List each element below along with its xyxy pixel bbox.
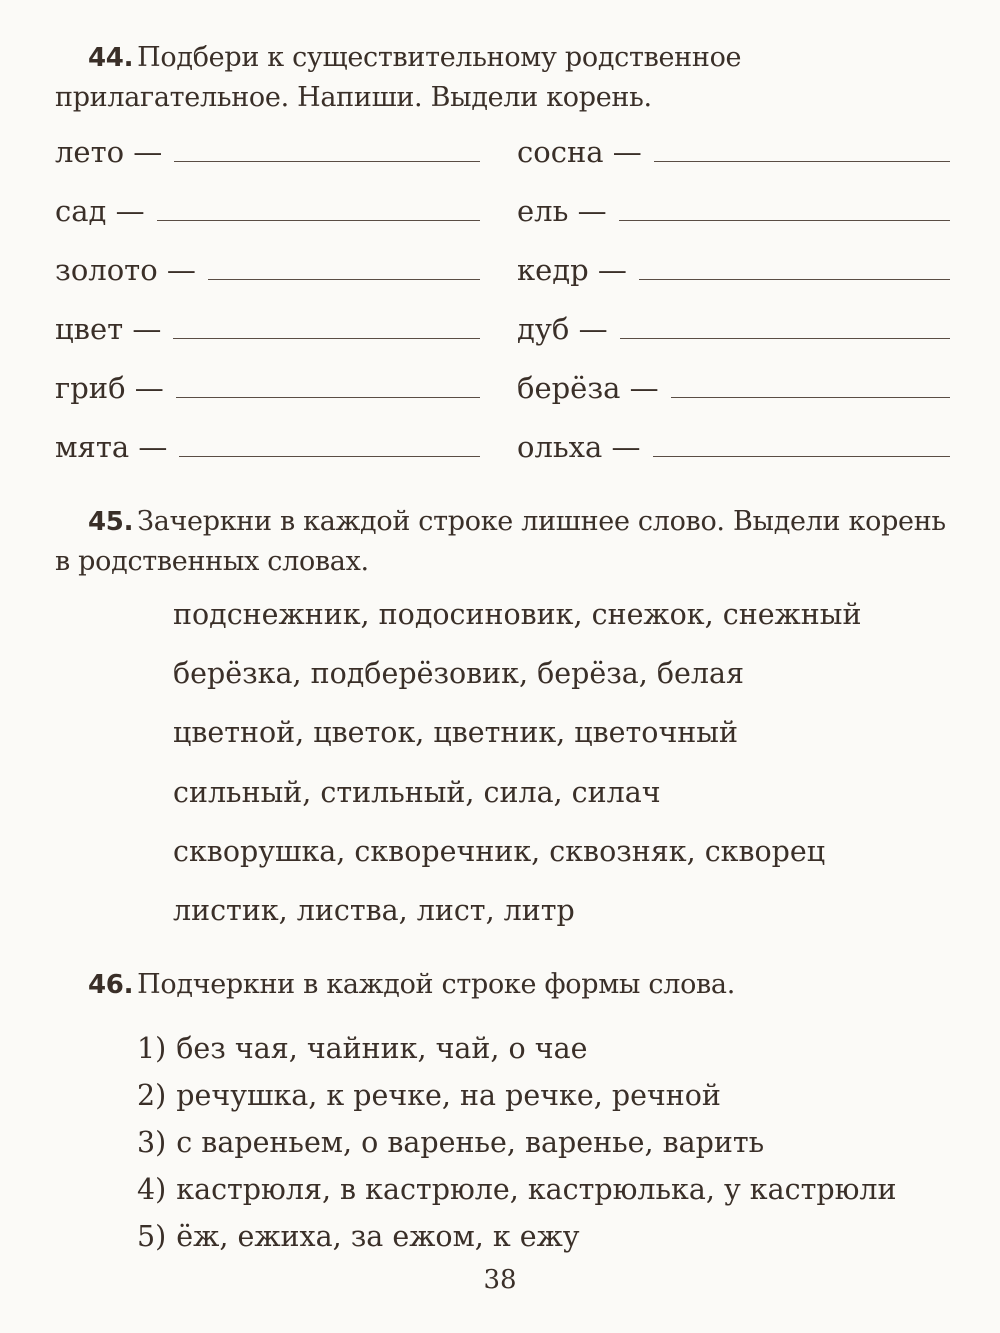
task-44-number: 44. (88, 43, 134, 73)
task-44-right-row (517, 191, 950, 231)
task-46-text: Подчеркни в каждой строке формы слова. (137, 969, 735, 1000)
numbered-row-3 (137, 1123, 764, 1163)
answer-line-left-1[interactable] (174, 135, 480, 162)
task-46-number: 46. (88, 970, 134, 1000)
task-44-right-row (517, 132, 950, 172)
row-index: 3) (137, 1126, 167, 1159)
task-44-right-row (517, 427, 950, 467)
task-44-right-row (517, 368, 950, 408)
row-text[interactable]: кастрюля, в кастрюле, кастрюлька, у кастрюли (176, 1173, 897, 1206)
row-index: 2) (137, 1079, 167, 1112)
numbered-row-5 (137, 1217, 580, 1257)
word-row-4[interactable]: сильный, стильный, сила, силач (173, 776, 661, 809)
noun-right-2: ель — (517, 194, 607, 228)
task-45-text: Зачеркни в каждой строке лишнее слово. Выдели корень в родственных словах. (55, 506, 946, 577)
task-44-left-row (55, 368, 480, 408)
noun-left-5: гриб — (55, 371, 164, 405)
noun-left-2: сад — (55, 194, 145, 228)
row-index: 4) (137, 1173, 167, 1206)
answer-line-right-4[interactable] (620, 312, 950, 339)
task-44-left-row (55, 309, 480, 349)
answer-line-left-6[interactable] (179, 430, 480, 457)
answer-line-right-5[interactable] (671, 371, 950, 398)
row-index: 1) (137, 1032, 167, 1065)
word-row-5[interactable]: скворушка, скворечник, сквозняк, скворец (173, 835, 826, 868)
task-44-left-row (55, 250, 480, 290)
answer-line-left-2[interactable] (157, 194, 480, 221)
numbered-row-1 (137, 1029, 587, 1069)
row-text[interactable]: без чая, чайник, чай, о чае (176, 1032, 588, 1065)
answer-line-left-4[interactable] (173, 312, 480, 339)
numbered-row-4 (137, 1170, 897, 1210)
task-44-left-row (55, 132, 480, 172)
noun-left-1: лето — (55, 135, 163, 169)
page-number: 38 (483, 1265, 517, 1295)
row-text[interactable]: речушка, к речке, на речке, речной (176, 1079, 721, 1112)
noun-right-5: берёза — (517, 371, 659, 405)
answer-line-right-3[interactable] (639, 253, 950, 280)
word-row-2[interactable]: берёзка, подберёзовик, берёза, белая (173, 657, 745, 690)
task-45-heading (55, 502, 955, 582)
noun-right-6: ольха — (517, 430, 641, 464)
task-46-heading (55, 965, 955, 1005)
noun-left-6: мята — (55, 430, 168, 464)
task-44-right-row (517, 250, 950, 290)
noun-right-3: кедр — (517, 253, 627, 287)
answer-line-left-3[interactable] (208, 253, 480, 280)
noun-right-4: дуб — (517, 312, 608, 346)
answer-line-right-6[interactable] (653, 430, 950, 457)
word-row-6[interactable]: листик, листва, лист, литр (173, 894, 575, 927)
task-44-text: Подбери к существительному родственное прилагательное. Напиши. Выдели корень. (55, 42, 742, 113)
numbered-row-2 (137, 1076, 721, 1116)
noun-right-1: сосна — (517, 135, 642, 169)
answer-line-left-5[interactable] (176, 371, 480, 398)
noun-left-3: золото — (55, 253, 196, 287)
task-44-left-row (55, 191, 480, 231)
row-text[interactable]: с вареньем, о варенье, варенье, варить (176, 1126, 765, 1159)
answer-line-right-2[interactable] (619, 194, 950, 221)
word-row-1[interactable]: подснежник, подосиновик, снежок, снежный (173, 598, 862, 631)
noun-left-4: цвет — (55, 312, 162, 346)
task-44-left-row (55, 427, 480, 467)
task-45-number: 45. (88, 507, 134, 537)
row-index: 5) (137, 1220, 167, 1253)
task-44-right-row (517, 309, 950, 349)
answer-line-right-1[interactable] (654, 135, 950, 162)
task-44-heading (55, 38, 955, 118)
word-row-3[interactable]: цветной, цветок, цветник, цветочный (173, 716, 738, 749)
row-text[interactable]: ёж, ежиха, за ежом, к ежу (176, 1220, 580, 1253)
